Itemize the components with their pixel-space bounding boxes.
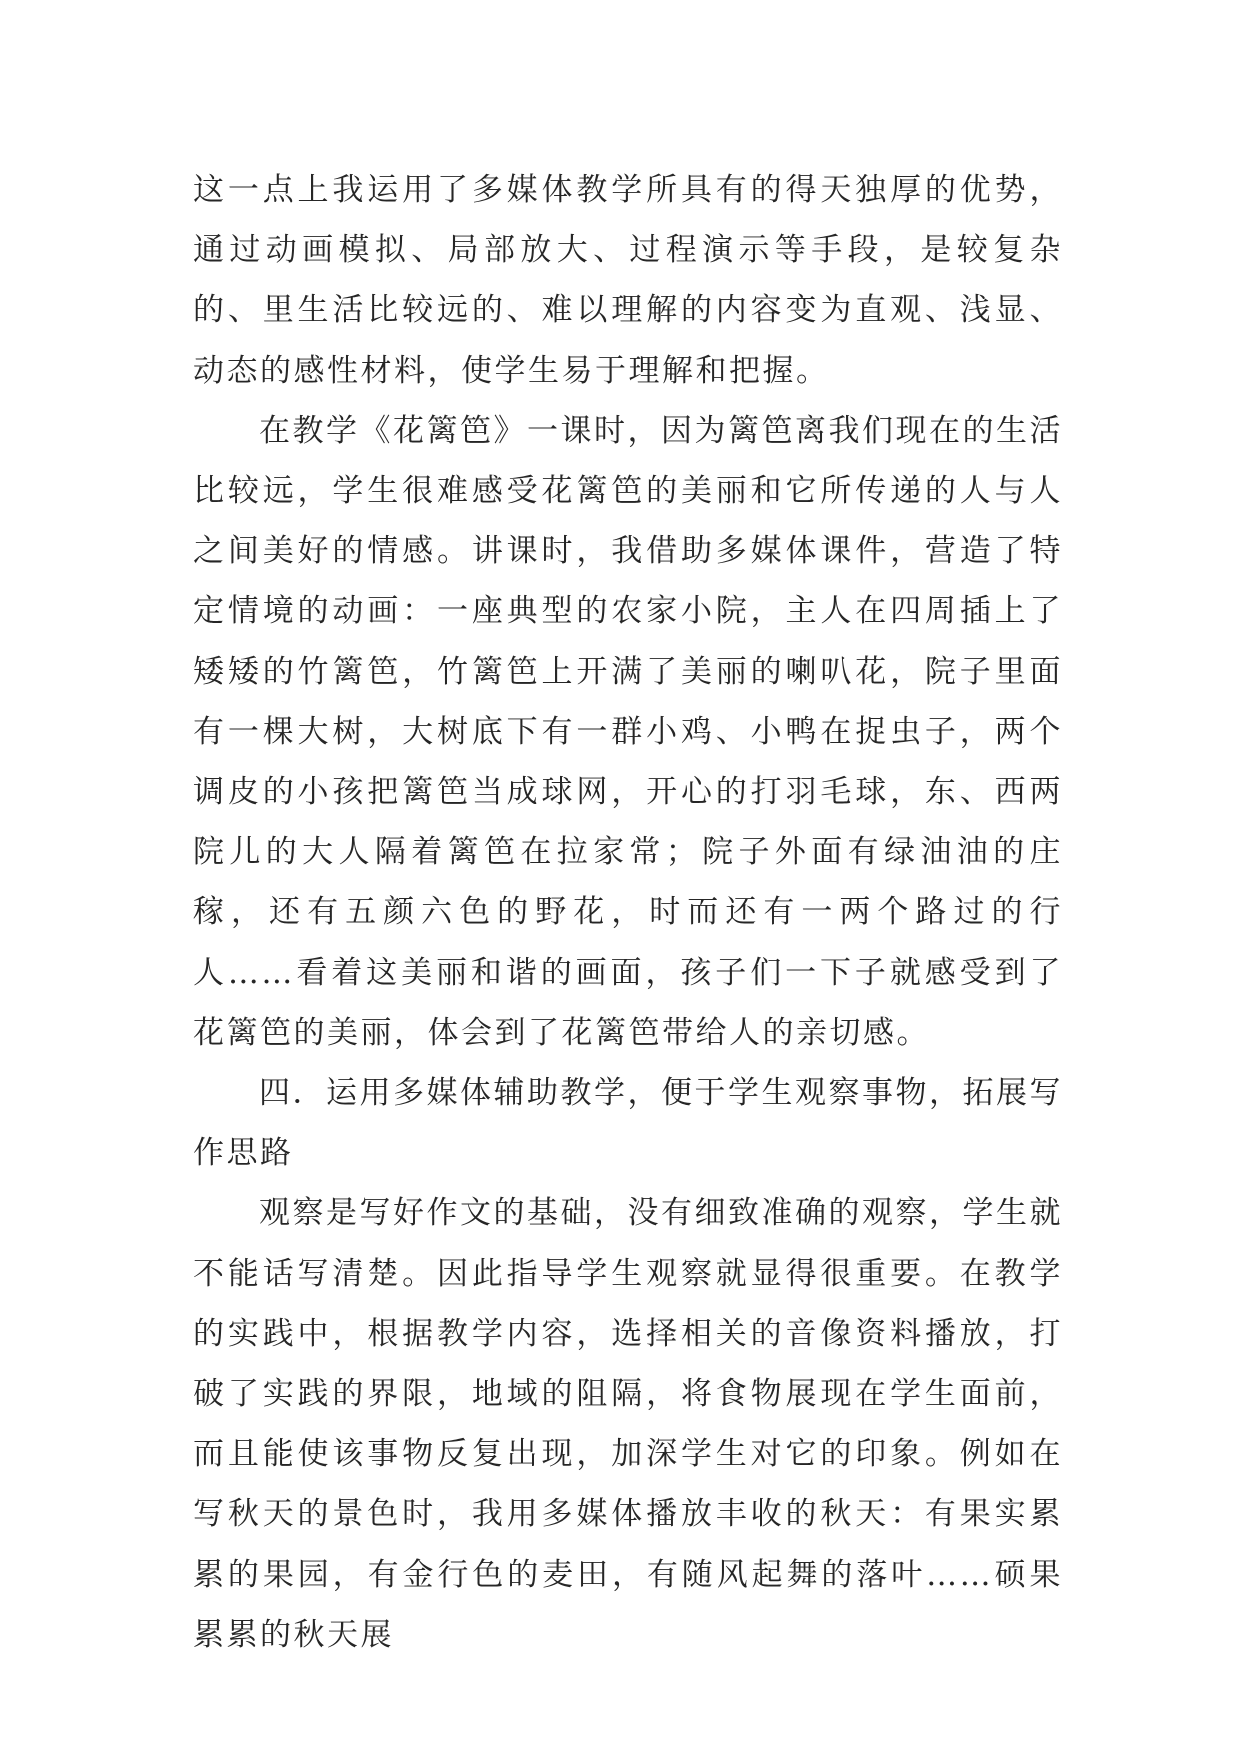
- paragraph-3: 观察是写好作文的基础，没有细致准确的观察，学生就不能话写清楚。因此指导学生观察就显得很重要。在教学的实践中，根据教学内容，选择相关的音像资料播放，打破了实践的界限，地域的阻隔，将食物展现在学生面前，而且能使该事物反复出现，加深学生对它的印象。例如在写秋天的景色时，我用多媒体播放丰收的秋天：有果实累累的果园，有金行色的麦田，有随风起舞的落叶……硕果累累的秋天展: [193, 1195, 1063, 1653]
- paragraph-1: 这一点上我运用了多媒体教学所具有的得天独厚的优势，通过动画模拟、局部放大、过程演示等手段，是较复杂的、里生活比较远的、难以理解的内容变为直观、浅显、动态的感性材料，使学生易于理解和把握。: [193, 172, 1063, 389]
- section-heading-4: 四．运用多媒体辅助教学，便于学生观察事物，拓展写作思路: [193, 1075, 1063, 1172]
- body-text: [193, 160, 1063, 1665]
- paragraph-2: 在教学《花篱笆》一课时，因为篱笆离我们现在的生活比较远，学生很难感受花篱笆的美丽和它所传递的人与人之间美好的情感。讲课时，我借助多媒体课件，营造了特定情境的动画：一座典型的农家小院，主人在四周插上了矮矮的竹篱笆，竹篱笆上开满了美丽的喇叭花，院子里面有一棵大树，大树底下有一群小鸡、小鸭在捉虫子，两个调皮的小孩把篱笆当成球网，开心的打羽毛球，东、西两院儿的大人隔着篱笆在拉家常；院子外面有绿油油的庄稼，还有五颜六色的野花，时而还有一两个路过的行人……看着这美丽和谐的画面，孩子们一下子就感受到了花篱笆的美丽，体会到了花篱笆带给人的亲切感。: [193, 412, 1063, 1051]
